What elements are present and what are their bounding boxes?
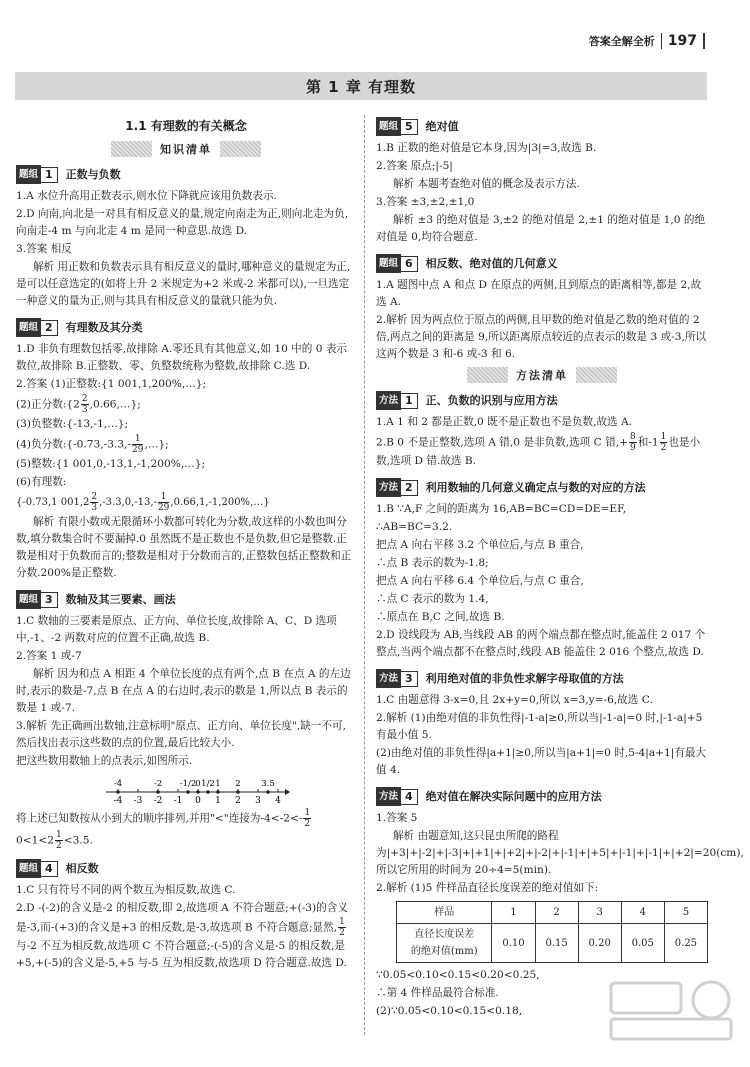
answer-line: 把点 A 向右平移 6.4 个单位后,与点 C 重合, [376, 575, 584, 587]
method-title: 正、负数的识别与应用方法 [425, 394, 558, 407]
page-number: 197 [661, 33, 697, 49]
chapter-title: 第 1 章 有理数 [305, 77, 417, 96]
answer-line: ∴AB=BC=3.2. [376, 521, 453, 533]
topic-title: 正数与负数 [65, 168, 121, 181]
topic-number: 6 [401, 256, 418, 272]
method-tag: 方法 [376, 669, 401, 688]
numerator: 1 [55, 830, 62, 840]
number-line-point-label: 1 [215, 779, 221, 789]
method-number: 3 [401, 671, 418, 687]
answer-line [16, 492, 356, 513]
topic-tag: 题组 [376, 254, 401, 273]
band-label: 知识清单 [152, 141, 220, 158]
number-line-label: -3 [133, 796, 143, 806]
text-part: ,0.66,1,-1,200%,…} [170, 497, 270, 508]
answer-line: (2)∵0.05<0.10<0.15<0.18, [376, 1005, 523, 1017]
text-part: ,…}; [144, 438, 169, 451]
number-line-label: -1 [173, 796, 183, 806]
table-cell: 0.20 [578, 924, 621, 963]
fraction [660, 432, 668, 453]
answer-line: 3.答案 ±3,±2,±1,0 [376, 196, 475, 208]
topic-header [16, 859, 356, 878]
table-cell: 0.10 [492, 924, 535, 963]
text-part: 0<1<2 [16, 834, 54, 847]
number-line-point-label: -1/2 [179, 779, 197, 789]
answer-line: ∴点 C 表示的数为 1.4, [376, 593, 489, 605]
method-tag: 方法 [376, 787, 401, 806]
numerator: 2 [81, 394, 88, 404]
analysis-line: 解析 ±3 的绝对值是 3,±2 的绝对值是 2,±1 的绝对值是 1,0 的绝对值是 0,均符合题意. [376, 214, 706, 243]
number-line-point-label: 2 [235, 779, 241, 789]
answer-line: 2.答案 原点;|-5| [376, 160, 453, 172]
topic-title: 数轴及其三要素、画法 [65, 593, 176, 606]
left-column [16, 115, 356, 973]
topic-header [16, 590, 356, 609]
method-header [376, 669, 708, 688]
answer-line: (3)负整数:{-13,-1,…}; [16, 418, 129, 430]
numerator: 8 [629, 432, 636, 442]
row-label-line: 的绝对值(mm) [410, 946, 478, 957]
answer-line: ∴第 4 件样品最符合标准. [376, 987, 499, 999]
chapter-banner [15, 72, 707, 100]
answer-line: 3.解析 先正确画出数轴,注意标明"原点、正方向、单位长度",缺一不可,然后找出表示这些数的点的位置,最后比较大小. [16, 720, 346, 749]
answer-line: ∴点 B 表示的数为-1.8; [376, 557, 489, 569]
band-label: 方法清单 [508, 367, 576, 384]
column-divider [364, 115, 365, 1035]
number-line-point-label: -2 [153, 779, 163, 789]
answer-line: ∵0.05<0.10<0.15<0.20<0.25, [376, 969, 540, 981]
answer-line: 2.解析 因为两点位于原点的两侧,且甲数的绝对值是乙数的绝对值的 2 倍,两点之间的距离是 9,所以距离原点较近的点表示的数是 3 或-3,所以这两个数是 3 和-6 或-3 和 6. [376, 314, 707, 360]
topic-title: 相反数、绝对值的几何意义 [425, 257, 558, 270]
denominator: 2 [304, 819, 311, 829]
answer-line: 1.答案 5 [376, 812, 418, 824]
number-line-label: -2 [153, 796, 163, 806]
method-number: 2 [401, 480, 418, 496]
table-header-row [397, 902, 708, 924]
answer-line: 2.D 设线段为 AB,当线段 AB 的两个端点都在整点时,能盖住 2 017 个整点,当两个端点都不在整点时,线段 AB 能盖住 2 016 个整点,故选 D. [376, 629, 706, 658]
number-line-arrow [285, 789, 290, 795]
answer-line [16, 808, 356, 829]
method-tag: 方法 [376, 478, 401, 497]
number-line-label: 1 [215, 796, 221, 806]
number-line-label: 0 [195, 796, 201, 806]
answer-line: 2.答案 1 或-7 [16, 650, 82, 662]
number-line-label: 2 [235, 796, 241, 806]
method-header [376, 787, 708, 806]
topic-number: 2 [41, 320, 58, 336]
answer-line [16, 394, 356, 415]
fraction [55, 830, 63, 851]
text-part: (2)正分数:{2 [16, 398, 80, 411]
numerator: 1 [660, 432, 667, 442]
method-tag: 方法 [376, 391, 401, 410]
answer-line: 1.B ∵A,F 之间的距离为 16,AB=BC=CD=DE=EF, [376, 503, 627, 515]
topic-title: 有理数及其分类 [65, 321, 143, 334]
header-bar [703, 33, 705, 49]
fraction [338, 917, 346, 938]
topic-header [16, 165, 356, 184]
text-part: 2.B 0 不是正整数,选项 A 错,0 是非负数,选项 C 错,+ [376, 436, 628, 449]
analysis-line: 解析 用正数和负数表示具有相反意义的量时,哪种意义的量规定为正,是可以任意选定的(如将上升 2 米规定为+2 米或-2 米都可以),一旦选定一种意义的量为正,则与其具有相反意义的量就只能为负. [16, 261, 351, 307]
number-line-point-label: 1/2 [201, 779, 215, 789]
page-header [575, 30, 705, 52]
right-column [376, 115, 744, 1021]
numerator: 1 [304, 808, 311, 818]
text-part: ,-3.3,0,-13,- [99, 497, 157, 508]
table-header-cell: 样品 [397, 902, 492, 924]
answer-line: 3.答案 相反 [16, 243, 72, 255]
table-cell: 0.05 [621, 924, 664, 963]
answer-line: (6)有理数: [16, 476, 67, 488]
topic-tag: 题组 [16, 165, 41, 184]
text-part: 将上述已知数按从小到大的顺序排列,并用"<"连接为-4<-2<- [16, 812, 303, 825]
text-part: 和-1 [637, 436, 659, 449]
number-line-point-label: 3.5 [261, 779, 275, 789]
answer-line: 2.解析 (1)由绝对值的非负性得|-1-a|≥0,所以当|-1-a|=0 时,|-1-a|+5 有最小值 5. [376, 712, 703, 741]
analysis-line: 解析 因为和点 A 相距 4 个单位长度的点有两个,点 B 在点 A 的左边时,表示的数是-7,点 B 在点 A 的右边时,表示的数是 1,所以点 B 表示的数是 1 或-7. [16, 668, 351, 714]
row-label-line: 直径长度误差 [414, 929, 475, 940]
answer-line [16, 830, 356, 851]
fraction [90, 492, 98, 513]
text-part: 2.D -(-2)的含义是-2 的相反数,即 2,故选项 A 不符合题意;+(-3)的含义是-3,而-(+3)的含义是+3 的相反数,是-3,故选项 B 不符合题意;显然, [16, 902, 348, 934]
answer-line: 2.D 向南,向北是一对具有相反意义的量,规定向南走为正,则向北走为负,向南走-4 m 与向北走 4 m 是同一种意思.故选 D. [16, 208, 349, 237]
header-section-title: 答案全解全析 [588, 35, 655, 48]
method-number: 4 [401, 789, 418, 805]
denominator: 3 [91, 503, 98, 513]
answer-line: 1.A 1 和 2 都是正数,0 既不是正数也不是负数,故选 A. [376, 416, 633, 428]
number-line-point-label: 0 [195, 779, 201, 789]
analysis-line: 解析 由题意知,这只昆虫所爬的路程为|+3|+|-2|+|-3|+|+1|+|+2|+|-2|+|-1|+|+5|+|-1|+|-1|+|+2|=20(cm),所以它所用的时间为 20÷4=5(min). [376, 830, 744, 876]
topic-header [376, 254, 708, 273]
number-line-label: -4 [113, 796, 123, 806]
numerator: 1 [132, 434, 143, 445]
topic-header [376, 117, 708, 136]
topic-number: 1 [41, 167, 58, 183]
knowledge-list-band [111, 141, 261, 157]
method-title: 利用数轴的几何意义确定点与数的对应的方法 [425, 481, 646, 494]
answer-line: ∴原点在 B,C 之间,故选 B. [376, 611, 505, 623]
answer-line: (5)整数:{1 001,0,-13,1,-1,200%,…}; [16, 458, 206, 470]
table-cell: 0.25 [664, 924, 707, 963]
method-list-band [467, 367, 617, 383]
table-header-cell: 3 [578, 902, 621, 924]
method-title: 利用绝对值的非负性求解字母取值的方法 [425, 672, 624, 685]
denominator: 2 [660, 443, 667, 453]
answer-line: 1.C 只有符号不同的两个数互为相反数,故选 C. [16, 884, 236, 896]
method-number: 1 [401, 393, 418, 409]
answer-line: 2.解析 (1)5 件样品直径长度误差的绝对值如下: [376, 882, 599, 894]
answer-line: 1.A 水位升高用正数表示,则水位下降就应该用负数表示. [16, 190, 277, 202]
answer-line: (2)由绝对值的非负性得|a+1|≥0,所以当|a+1|=0 时,5-4|a+1|有最大值 4. [376, 747, 707, 776]
text-part: ,0.66,…}; [89, 398, 141, 411]
numerator: 1 [339, 917, 345, 927]
text-part: {-0.73,1 001,2 [16, 497, 90, 508]
answer-line: 1.A 题图中点 A 和点 D 在原点的两侧,且到原点的距离相等,都是 2,故选 A. [376, 279, 702, 308]
denominator: 9 [629, 443, 636, 453]
answer-line: 1.C 由题意得 3-x=0,且 2x+y=0,所以 x=3,y=-6,故选 C. [376, 694, 653, 706]
table-header-cell: 1 [492, 902, 535, 924]
topic-tag: 题组 [16, 590, 41, 609]
answer-line [376, 432, 708, 470]
fraction [158, 492, 169, 513]
topic-number: 5 [401, 119, 418, 135]
topic-title: 相反数 [65, 862, 99, 875]
fraction [629, 432, 637, 453]
method-header [376, 391, 708, 410]
number-line-label: 4 [275, 796, 281, 806]
table-header-cell: 2 [535, 902, 578, 924]
number-line-label: 3 [255, 796, 261, 806]
text-part: (4)负分数:{-0.73,-3.3,- [16, 438, 132, 451]
denominator: 29 [157, 503, 170, 513]
method-title: 绝对值在解决实际问题中的应用方法 [425, 790, 602, 803]
number-line-figure [96, 772, 296, 806]
analysis-line: 解析 本题考查绝对值的概念及表示方法. [392, 178, 580, 190]
table-row [397, 924, 708, 963]
topic-tag: 题组 [16, 859, 41, 878]
section-title: 1.1 有理数的有关概念 [125, 119, 247, 133]
error-table [396, 901, 708, 963]
topic-header [16, 318, 356, 337]
answer-line [16, 434, 356, 455]
denominator: 2 [55, 841, 62, 851]
answer-line: 把点 A 向右平移 3.2 个单位后,与点 B 重合, [376, 539, 584, 551]
fraction [81, 394, 89, 415]
analysis-line: 解析 有限小数或无限循环小数都可转化为分数,故这样的小数也叫分数,填分数集合时不要漏掉.0 虽然既不是正数也不是负数,但它是整数.正数是相对于负数而言的;整数是相对于分数而言的,正整数包括正整数和正分数.200%是正整数. [16, 516, 352, 579]
topic-number: 4 [41, 861, 58, 877]
denominator: 29 [132, 445, 144, 455]
answer-line: 1.D 非负有理数包括零,故排除 A.零还具有其他意义,如 10 中的 0 表示数位,故排除 B.正整数、零、负整数统称为整数,故排除 C.选 D. [16, 343, 348, 372]
denominator: 2 [339, 928, 345, 938]
fraction [132, 434, 143, 455]
topic-tag: 题组 [16, 318, 41, 337]
answer-line: 2.答案 (1)正整数:{1 001,1,200%,…}; [16, 378, 207, 390]
topic-tag: 题组 [376, 117, 401, 136]
fraction [303, 808, 311, 829]
table-header-cell: 4 [621, 902, 664, 924]
answer-line: 1.B 正数的绝对值是它本身,因为|3|=3,故选 B. [376, 142, 597, 154]
answer-line [16, 900, 356, 972]
topic-title: 绝对值 [425, 120, 459, 133]
answer-line: 1.C 数轴的三要素是原点、正方向、单位长度,故排除 A、C、D 选项中,-1、-2 两数对应的位置不正确,故选 B. [16, 615, 337, 644]
method-header [376, 478, 708, 497]
topic-number: 3 [41, 592, 58, 608]
numerator: 2 [91, 492, 98, 502]
answer-line: 把这些数用数轴上的点表示,如图所示. [16, 755, 193, 767]
table-header-cell: 5 [664, 902, 707, 924]
number-line-point-label: -4 [113, 779, 123, 789]
denominator: 3 [81, 405, 88, 415]
text-part: 与-2 不互为相反数,故选项 C 不符合题意;-(-5)的含义是-5 的相反数,是+5,+(-5)的含义是-5,+5 与-5 互为相反数,故选项 D 符合题意.故选 D. [16, 940, 347, 969]
text-part: <3.5. [63, 834, 93, 847]
text-part: 也是小数,选项 D 错.故选 B. [376, 436, 701, 467]
table-cell: 0.15 [535, 924, 578, 963]
numerator: 1 [158, 492, 169, 503]
table-row-label [397, 924, 492, 963]
